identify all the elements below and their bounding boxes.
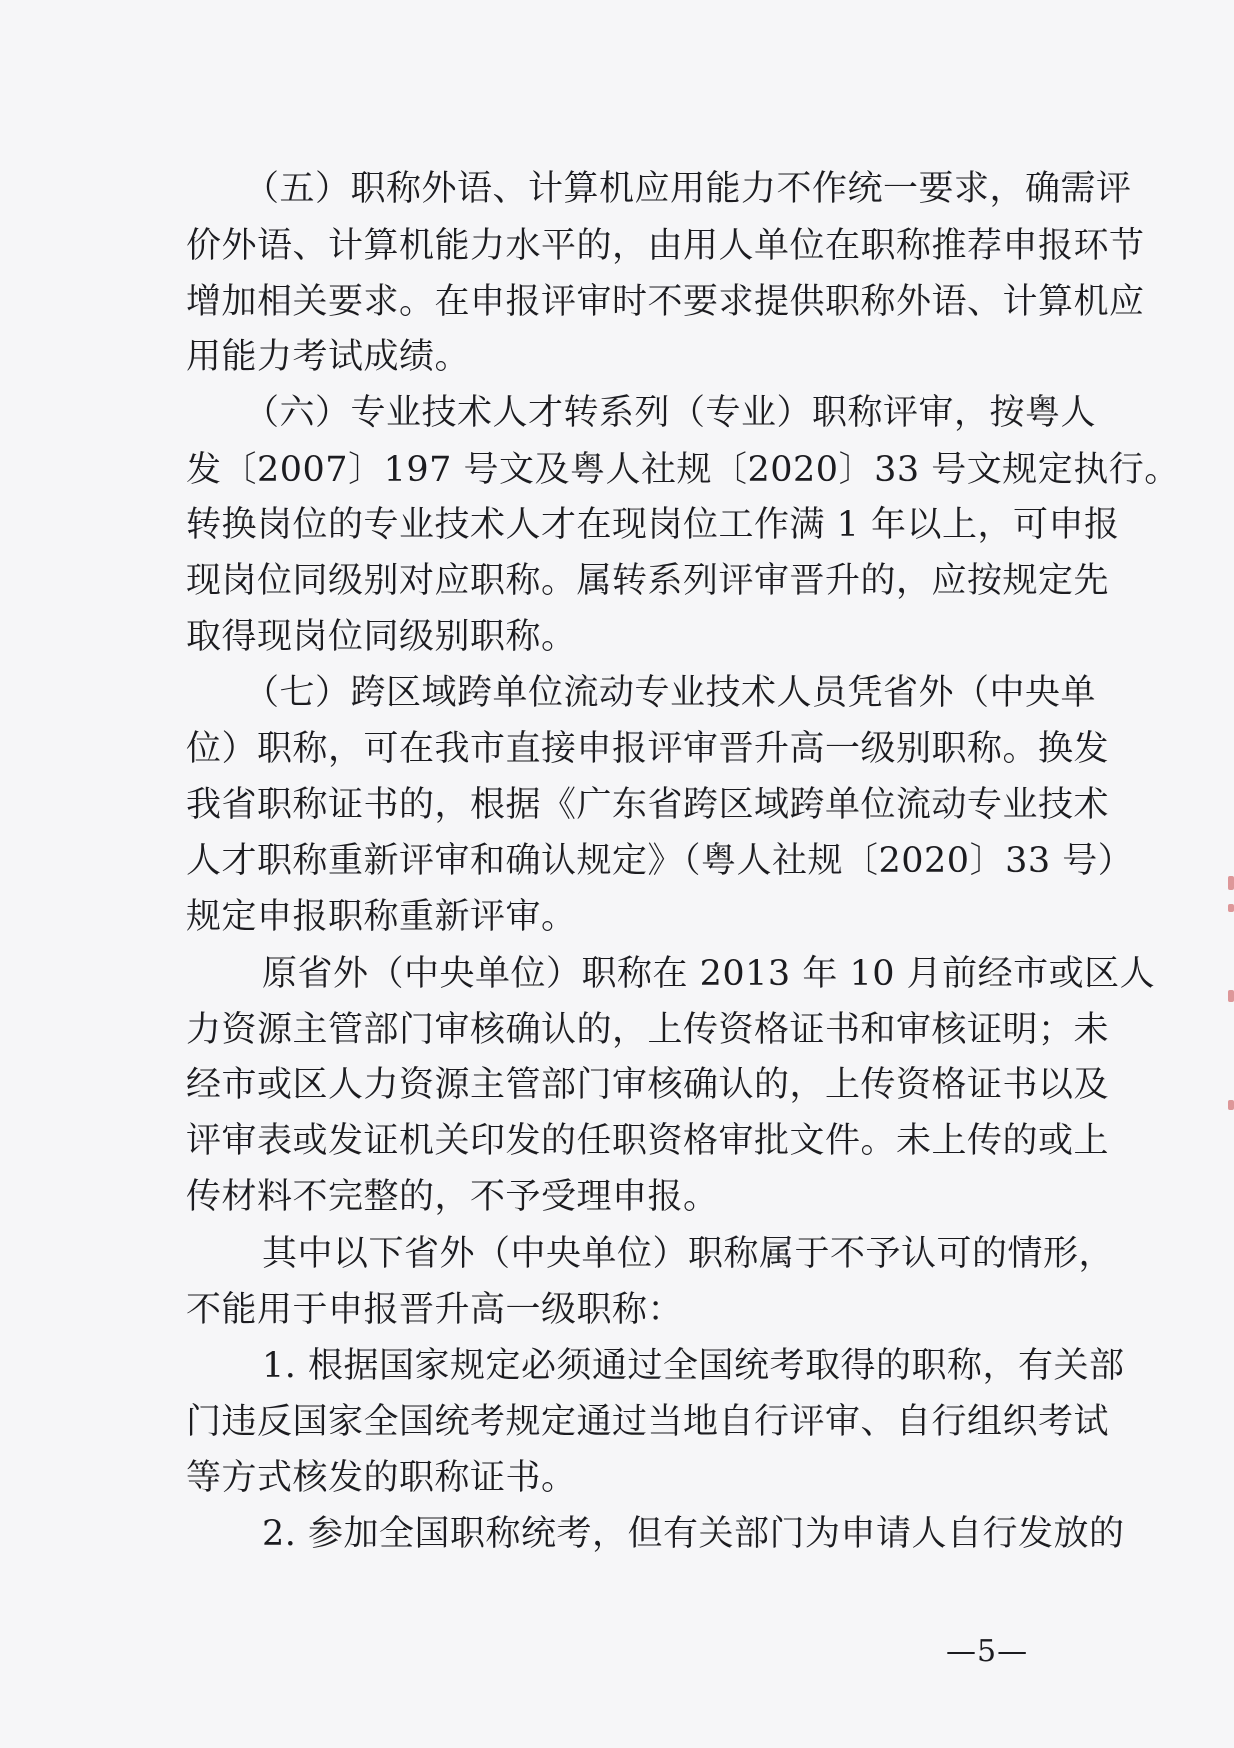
- seal-edge-mark: [1228, 1100, 1234, 1110]
- page-number: —5—: [946, 1634, 1029, 1669]
- text-line: 用能力考试成绩。: [186, 337, 471, 377]
- text-line: 现岗位同级别对应职称。属转系列评审晋升的，应按规定先: [186, 561, 1110, 601]
- text-line: 我省职称证书的，根据《广东省跨区域跨单位流动专业技术: [186, 785, 1110, 825]
- text-line: 2. 参加全国职称统考，但有关部门为申请人自行发放的: [262, 1514, 1125, 1554]
- text-line: 评审表或发证机关印发的任职资格审批文件。未上传的或上: [186, 1121, 1110, 1161]
- text-line: （七）跨区域跨单位流动专业技术人员凭省外（中央单: [244, 673, 1097, 713]
- seal-edge-mark: [1228, 876, 1234, 890]
- seal-edge-mark: [1228, 990, 1234, 1002]
- text-line: 其中以下省外（中央单位）职称属于不予认可的情形，: [262, 1234, 1115, 1274]
- text-line: 位）职称，可在我市直接申报评审晋升高一级别职称。换发: [186, 729, 1110, 769]
- text-line: 规定申报职称重新评审。: [186, 897, 577, 937]
- text-line: 价外语、计算机能力水平的，由用人单位在职称推荐申报环节: [186, 226, 1145, 266]
- text-line: 传材料不完整的，不予受理申报。: [186, 1177, 719, 1217]
- text-line: （五）职称外语、计算机应用能力不作统一要求，确需评: [244, 169, 1132, 209]
- text-line: 门违反国家全国统考规定通过当地自行评审、自行组织考试: [186, 1402, 1110, 1442]
- text-line: （六）专业技术人才转系列（专业）职称评审，按粤人: [244, 393, 1097, 433]
- text-line: 原省外（中央单位）职称在 2013 年 10 月前经市或区人: [262, 954, 1156, 994]
- text-line: 发〔2007〕197 号文及粤人社规〔2020〕33 号文规定执行。: [186, 450, 1180, 490]
- text-line: 取得现岗位同级别职称。: [186, 617, 577, 657]
- text-line: 增加相关要求。在申报评审时不要求提供职称外语、计算机应: [186, 282, 1145, 322]
- text-line: 等方式核发的职称证书。: [186, 1458, 577, 1498]
- text-line: 不能用于申报晋升高一级职称：: [186, 1290, 684, 1330]
- text-line: 力资源主管部门审核确认的，上传资格证书和审核证明；未: [186, 1010, 1110, 1050]
- text-line: 经市或区人力资源主管部门审核确认的，上传资格证书以及: [186, 1065, 1110, 1105]
- text-line: 转换岗位的专业技术人才在现岗位工作满 1 年以上，可申报: [186, 505, 1120, 545]
- seal-edge-mark: [1228, 904, 1234, 912]
- text-line: 1. 根据国家规定必须通过全国统考取得的职称，有关部: [262, 1346, 1125, 1386]
- text-line: 人才职称重新评审和确认规定》（粤人社规〔2020〕33 号）: [186, 841, 1134, 881]
